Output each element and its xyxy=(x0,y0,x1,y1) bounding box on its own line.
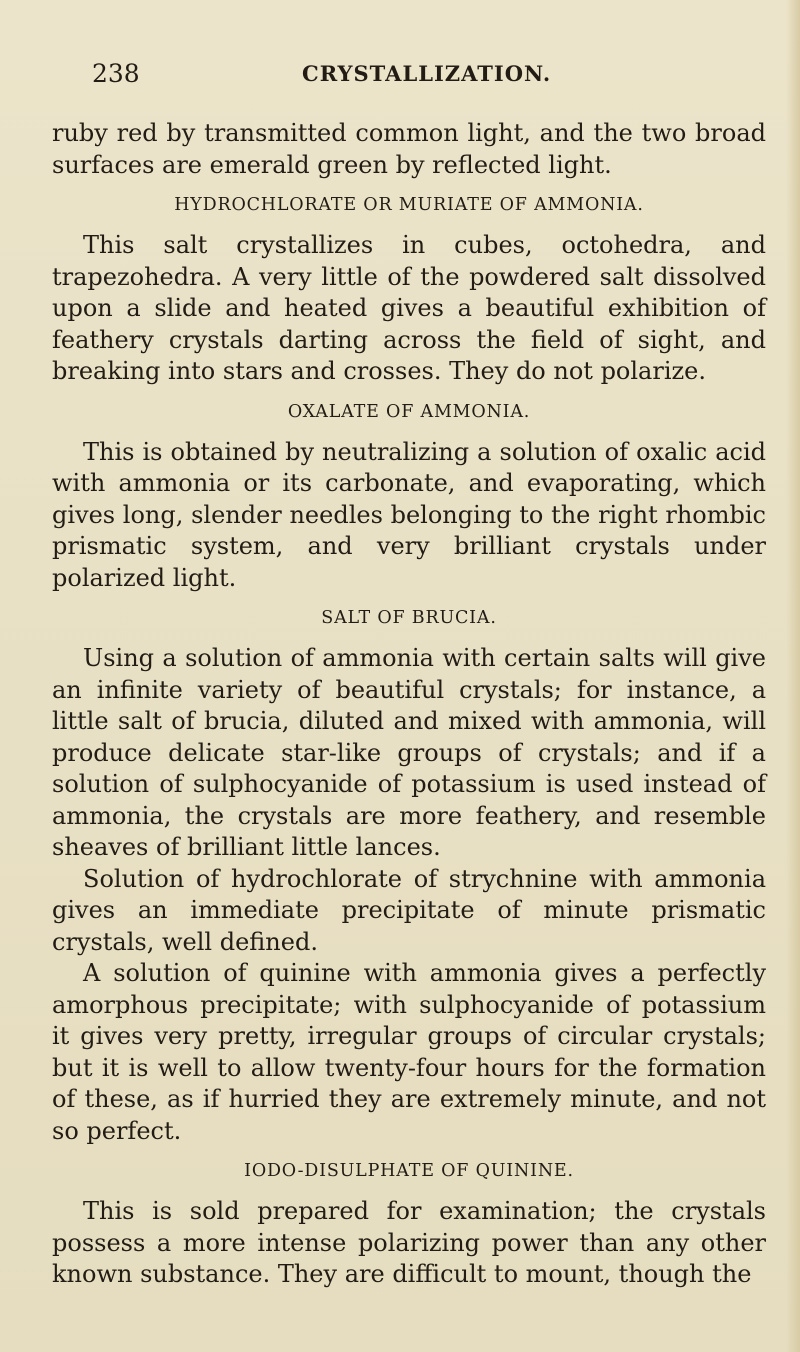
section-heading-iodo-disulphate: IODO-DISULPHATE OF QUININE. xyxy=(244,1161,574,1181)
intro-paragraph: ruby red by transmitted common light, and the two broad surfaces are emerald green by reflected light. xyxy=(52,119,766,179)
paragraph-brucia: Using a solution of ammonia with certain salts will give an infinite variety of beautiful crystals; for instance, a little salt of brucia, diluted and mixed with ammonia, will produce delicate star-like groups of crystals; and if a solution of sulphocyanide of potassium is used instead of ammonia, the crystals are more feathery, and resemble sheaves of brilliant little lances. xyxy=(52,644,766,861)
section-heading-hydrochlorate: HYDROCHLORATE OR MURIATE OF AMMONIA. xyxy=(174,195,644,215)
paragraph-hydrochlorate: This salt crystallizes in cubes, octohedra, and trapezohedra. A very little of the powdered salt dissolved upon a slide and heated gives a beautiful exhibition of feathery crystals darting across the field of sight, and breaking into stars and crosses. They do not polarize. xyxy=(52,231,766,385)
paragraph-iodo-disulphate: This is sold prepared for examination; the crystals possess a more intense polarizing power than any other known substance. They are difficult to mount, though the xyxy=(52,1197,766,1288)
page-number: 238 xyxy=(92,59,140,88)
page-header xyxy=(92,56,732,92)
running-head: CRYSTALLIZATION. xyxy=(302,61,552,86)
section-heading-oxalate: OXALATE OF AMMONIA. xyxy=(287,401,531,422)
page-body xyxy=(52,118,766,1291)
page-edge-shadow xyxy=(786,0,800,1352)
section-heading-brucia: SALT OF BRUCIA. xyxy=(321,608,497,628)
paragraph-strychnine: Solution of hydrochlorate of strychnine with ammonia gives an immediate precipitate of minute prismatic crystals, well defined. xyxy=(52,864,766,956)
paragraph-quinine: A solution of quinine with ammonia gives a perfectly amorphous precipitate; with sulphocyanide of potassium it gives very pretty, irregular groups of circular crystals; but it is well to allow twenty-four hours for the formation of these, as if hurried they are extremely minute, and not so perfect. xyxy=(52,959,766,1145)
paragraph-oxalate: This is obtained by neutralizing a solution of oxalic acid with ammonia or its carbonate, and evaporating, which gives long, slender needles belonging to the right rhombic prismatic system, and very brilliant crystals under polarized light. xyxy=(52,437,766,592)
